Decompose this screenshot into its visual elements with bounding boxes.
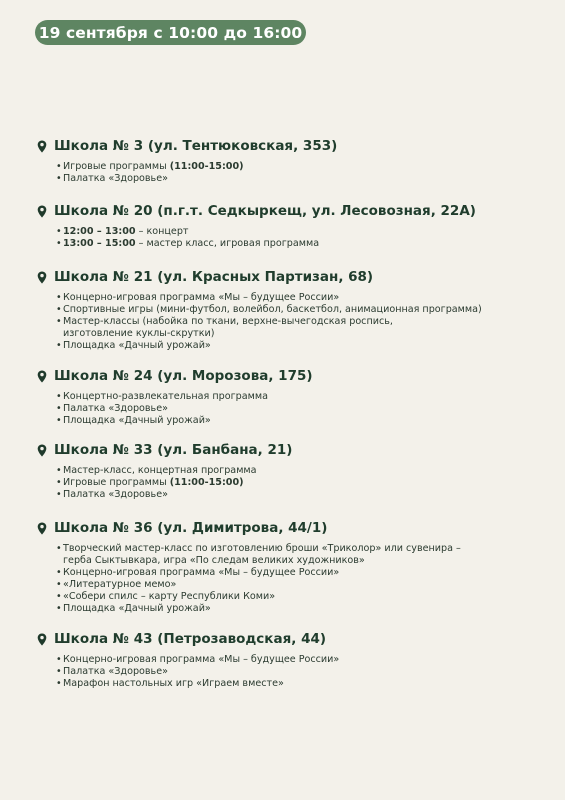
activity-text: – мастер класс, игровая программа bbox=[135, 238, 320, 250]
map-pin-icon bbox=[37, 205, 47, 218]
activity-text: «Литературное мемо» bbox=[63, 579, 177, 591]
activity-text: Площадка «Дачный урожай» bbox=[63, 415, 211, 427]
activity-list bbox=[56, 391, 537, 427]
school-title bbox=[37, 519, 537, 537]
date-banner: 19 сентября с 10:00 до 16:00 bbox=[35, 20, 306, 45]
activity-item bbox=[56, 226, 537, 238]
map-pin-icon bbox=[37, 370, 47, 383]
school-title-text: Школа № 21 (ул. Красных Партизан, 68) bbox=[54, 269, 374, 285]
activity-item bbox=[56, 678, 537, 690]
school-title-text: Школа № 33 (ул. Банбана, 21) bbox=[54, 442, 293, 458]
activity-text: Палатка «Здоровье» bbox=[63, 173, 168, 185]
school-title-text: Школа № 3 (ул. Тентюковская, 353) bbox=[54, 138, 338, 154]
school-section bbox=[37, 367, 537, 427]
activity-item bbox=[56, 603, 537, 615]
activity-text: Марафон настольных игр «Играем вместе» bbox=[63, 678, 284, 690]
school-title bbox=[37, 441, 537, 459]
school-section bbox=[37, 519, 537, 616]
activity-list bbox=[56, 226, 537, 250]
school-title bbox=[37, 268, 537, 286]
school-title bbox=[37, 367, 537, 385]
activity-text: Игровые программы bbox=[63, 477, 170, 489]
map-pin-icon bbox=[37, 140, 47, 153]
school-title bbox=[37, 630, 537, 648]
activity-time: (11:00-15:00) bbox=[169, 161, 244, 172]
activity-time: 13:00 – 15:00 bbox=[63, 238, 136, 250]
activity-item bbox=[56, 489, 537, 501]
activity-item bbox=[56, 666, 537, 678]
activity-item bbox=[56, 579, 537, 591]
activity-item bbox=[56, 173, 537, 185]
school-section bbox=[37, 137, 537, 185]
map-pin-icon bbox=[37, 444, 47, 457]
activity-text: Палатка «Здоровье» bbox=[63, 403, 168, 415]
school-section bbox=[37, 202, 537, 250]
activity-text: Палатка «Здоровье» bbox=[63, 666, 168, 678]
activity-text: Концерно-игровая программа «Мы – будущее России» bbox=[63, 654, 340, 665]
activity-text: Площадка «Дачный урожай» bbox=[63, 603, 211, 615]
activity-time: 12:00 – 13:00 bbox=[63, 226, 136, 237]
school-title bbox=[37, 137, 537, 155]
activity-text: Концертно-развлекательная программа bbox=[63, 391, 268, 402]
activity-item bbox=[56, 543, 463, 567]
map-pin-icon bbox=[37, 633, 47, 646]
school-title-text: Школа № 36 (ул. Димитрова, 44/1) bbox=[54, 520, 328, 536]
activity-text: Игровые программы bbox=[63, 161, 170, 172]
activity-item bbox=[56, 292, 537, 304]
map-pin-icon bbox=[37, 271, 47, 284]
activity-item bbox=[56, 654, 537, 666]
school-title-text: Школа № 20 (п.г.т. Седкыркещ, ул. Лесовозная, 22А) bbox=[54, 203, 476, 219]
activity-time: (11:00-15:00) bbox=[169, 477, 244, 489]
activity-item bbox=[56, 391, 537, 403]
school-section bbox=[37, 441, 537, 501]
activity-text: Площадка «Дачный урожай» bbox=[63, 340, 211, 352]
school-section bbox=[37, 268, 537, 352]
activity-item bbox=[56, 316, 463, 340]
school-section bbox=[37, 630, 537, 690]
school-title bbox=[37, 202, 537, 220]
activity-text: – концерт bbox=[135, 226, 189, 237]
school-title-text: Школа № 43 (Петрозаводская, 44) bbox=[54, 631, 327, 647]
activity-list bbox=[56, 543, 537, 616]
activity-item bbox=[56, 477, 537, 489]
activity-item bbox=[56, 304, 537, 316]
activity-text: Мастер-класс, концертная программа bbox=[63, 465, 257, 476]
activity-item bbox=[56, 567, 537, 579]
activity-text: «Собери спилс – карту Республики Коми» bbox=[63, 591, 276, 603]
activity-list bbox=[56, 654, 537, 690]
activity-item bbox=[56, 161, 537, 173]
activity-text: Мастер-классы (набойка по ткани, верхне-вычегодская роспись, изготовление куклы-скрутки) bbox=[63, 316, 393, 340]
activity-item bbox=[56, 403, 537, 415]
map-pin-icon bbox=[37, 522, 47, 535]
activity-item bbox=[56, 465, 537, 477]
activity-text: Творческий мастер-класс по изготовлению броши «Триколор» или сувенира – герба Сыктывкара, игра «По следам великих художников» bbox=[63, 543, 461, 567]
activity-text: Спортивные игры (мини-футбол, волейбол, баскетбол, анимационная программа) bbox=[63, 304, 482, 316]
activity-list bbox=[56, 161, 537, 185]
school-title-text: Школа № 24 (ул. Морозова, 175) bbox=[54, 368, 313, 384]
activity-item bbox=[56, 415, 537, 427]
activity-item bbox=[56, 238, 537, 250]
activity-item bbox=[56, 591, 537, 603]
activity-list bbox=[56, 292, 537, 352]
activity-list bbox=[56, 465, 537, 501]
activity-text: Концерно-игровая программа «Мы – будущее России» bbox=[63, 567, 340, 579]
activity-text: Концерно-игровая программа «Мы – будущее России» bbox=[63, 292, 340, 303]
activity-item bbox=[56, 340, 537, 352]
activity-text: Палатка «Здоровье» bbox=[63, 489, 168, 501]
